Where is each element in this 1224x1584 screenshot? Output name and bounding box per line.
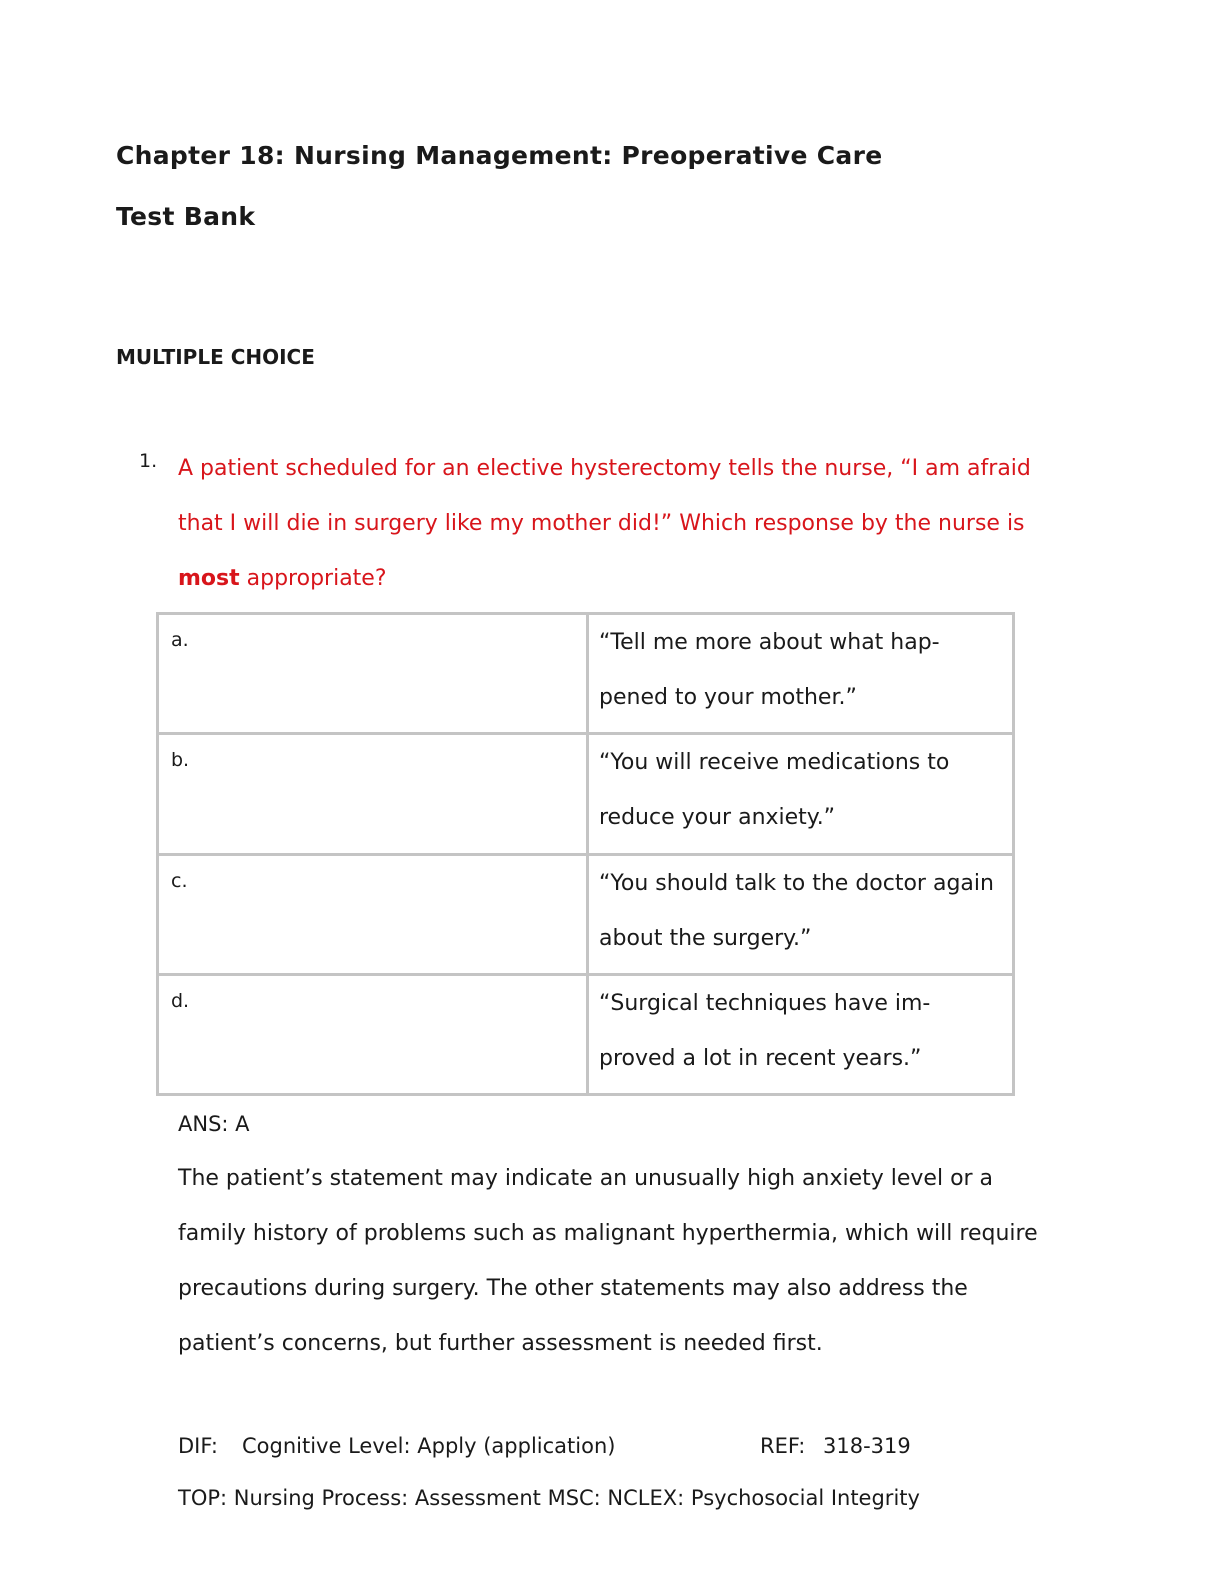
difficulty-value: Cognitive Level: Apply (application) (242, 1434, 616, 1458)
option-row-c (158, 854, 1014, 974)
question-stem-emphasis: most (178, 566, 240, 591)
page-subtitle: Test Bank (116, 202, 256, 231)
answer-key: ANS: A (178, 1112, 250, 1136)
option-row-a (158, 614, 1014, 734)
options-table (156, 612, 1015, 1096)
section-heading: MULTIPLE CHOICE (116, 345, 315, 369)
option-letter: c. (158, 854, 588, 974)
option-row-b (158, 734, 1014, 854)
option-letter: a. (158, 614, 588, 734)
option-letter: d. (158, 974, 588, 1094)
reference-label: REF: (760, 1434, 806, 1458)
question-number: 1. (139, 450, 158, 472)
rationale-text: The patient’s statement may indicate an unusually high anxiety level or a family history of problems such as malignant hyperthermia, which will require precautions during surgery. The other statements may also address the patient’s concerns, but further assessment is needed first. (178, 1166, 1038, 1356)
option-text: “Surgical techniques have im-proved a lot in recent years.” (588, 974, 1014, 1094)
topic-line: TOP: Nursing Process: Assessment MSC: NCLEX: Psychosocial Integrity (178, 1486, 920, 1510)
chapter-title: Chapter 18: Nursing Management: Preoperative Care (116, 141, 883, 170)
reference-value: 318-319 (823, 1434, 911, 1458)
option-letter: b. (158, 734, 588, 854)
question-stem-end: appropriate? (239, 566, 387, 591)
option-row-d (158, 974, 1014, 1094)
option-text: “Tell me more about what hap-pened to your mother.” (588, 614, 1014, 734)
option-text: “You should talk to the doctor again about the surgery.” (588, 854, 1014, 974)
option-text: “You will receive medications to reduce your anxiety.” (588, 734, 1014, 854)
difficulty-label: DIF: (178, 1434, 218, 1458)
question-stem-start: A patient scheduled for an elective hysterectomy tells the nurse, “I am afraid that I will die in surgery like my mother did!” Which response by the nurse is (178, 456, 1031, 536)
question-stem (178, 441, 1038, 606)
